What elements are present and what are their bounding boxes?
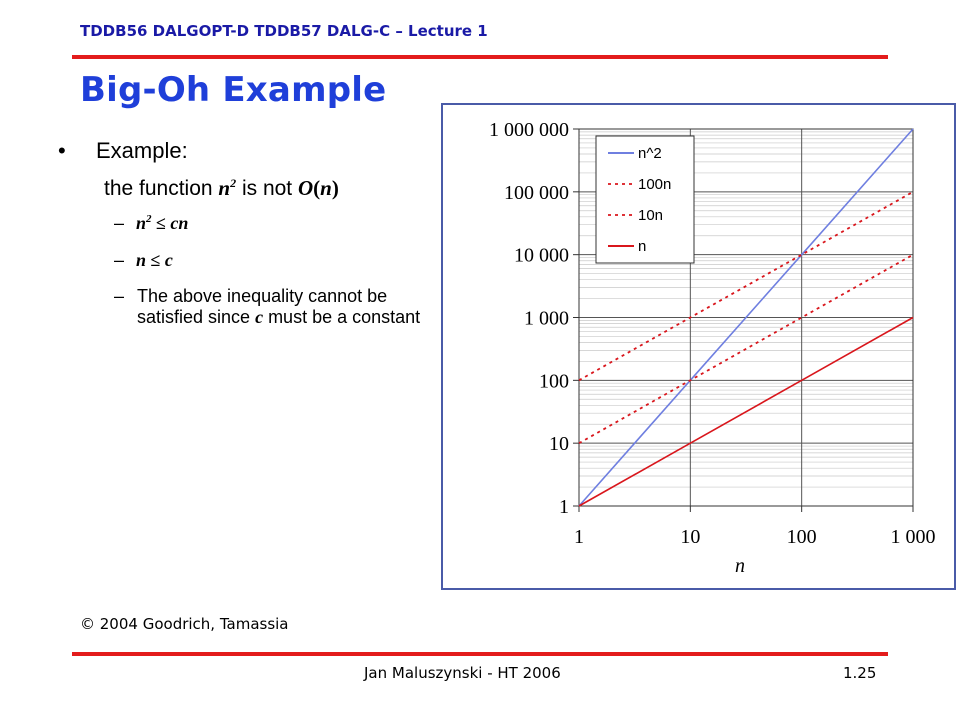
y-tick-label: 100 xyxy=(539,370,569,393)
slide-title: Big-Oh Example xyxy=(80,70,387,110)
x-tick-label: 1 xyxy=(574,526,584,548)
slide-number: 1.25 xyxy=(843,664,877,682)
dash-1: – xyxy=(114,213,125,233)
bottom-rule xyxy=(72,652,888,656)
ineq1-lhs: n xyxy=(136,213,147,233)
y-tick-label: 100 000 xyxy=(504,181,569,204)
paren-open: ( xyxy=(313,176,321,200)
top-rule xyxy=(72,55,888,59)
inequality-1 xyxy=(114,213,188,234)
dash-3: – xyxy=(114,286,125,306)
ineq1-op: ≤ xyxy=(151,213,171,233)
legend-entry: 10n xyxy=(638,207,664,224)
big-o-symbol: O xyxy=(297,176,314,200)
legend-entry: 100n xyxy=(638,176,672,193)
function-exponent: 2 xyxy=(230,176,237,190)
bullet: • xyxy=(58,138,66,163)
note-before: The above inequality cannot be satisfied since xyxy=(137,286,388,327)
example-label: Example: xyxy=(96,138,188,163)
big-o-arg: n xyxy=(320,176,332,200)
note-after: must be a constant xyxy=(263,307,421,327)
chart-frame xyxy=(441,103,956,590)
copyright: © 2004 Goodrich, Tamassia xyxy=(80,615,289,633)
x-axis-label: n xyxy=(735,555,745,577)
x-tick-label: 100 xyxy=(786,526,817,548)
paren-close: ) xyxy=(331,176,339,200)
ineq2-op: ≤ xyxy=(146,250,165,270)
legend-entry: n xyxy=(638,238,647,255)
ineq1-exp: 2 xyxy=(146,213,152,225)
function-statement xyxy=(104,176,339,201)
x-tick-label: 10 xyxy=(680,526,701,548)
x-tick-label: 1 000 xyxy=(890,526,936,548)
dash-2: – xyxy=(114,250,125,270)
ineq1-rhs: cn xyxy=(170,213,189,233)
course-header: TDDB56 DALGOPT-D TDDB57 DALG-C – Lecture 1 xyxy=(80,22,488,40)
y-tick-label: 1 xyxy=(559,496,569,518)
growth-rate-chart xyxy=(443,105,954,588)
legend-entry: n^2 xyxy=(638,145,662,162)
function-prefix: the function xyxy=(104,177,219,200)
ineq2-lhs: n xyxy=(136,250,147,270)
y-tick-label: 1 000 xyxy=(524,307,569,330)
y-tick-label: 10 xyxy=(549,433,569,456)
note-var: c xyxy=(255,307,264,327)
footer-author: Jan Maluszynski - HT 2006 xyxy=(364,664,561,682)
function-base: n xyxy=(218,176,231,200)
series-line-n xyxy=(579,318,913,507)
y-tick-label: 1 000 000 xyxy=(489,119,569,141)
ineq2-rhs: c xyxy=(164,250,173,270)
function-mid: is not xyxy=(236,177,298,200)
inequality-2 xyxy=(114,250,173,271)
y-tick-label: 10 000 xyxy=(514,244,569,267)
note-text xyxy=(137,286,437,328)
series-line-10n xyxy=(579,255,913,444)
